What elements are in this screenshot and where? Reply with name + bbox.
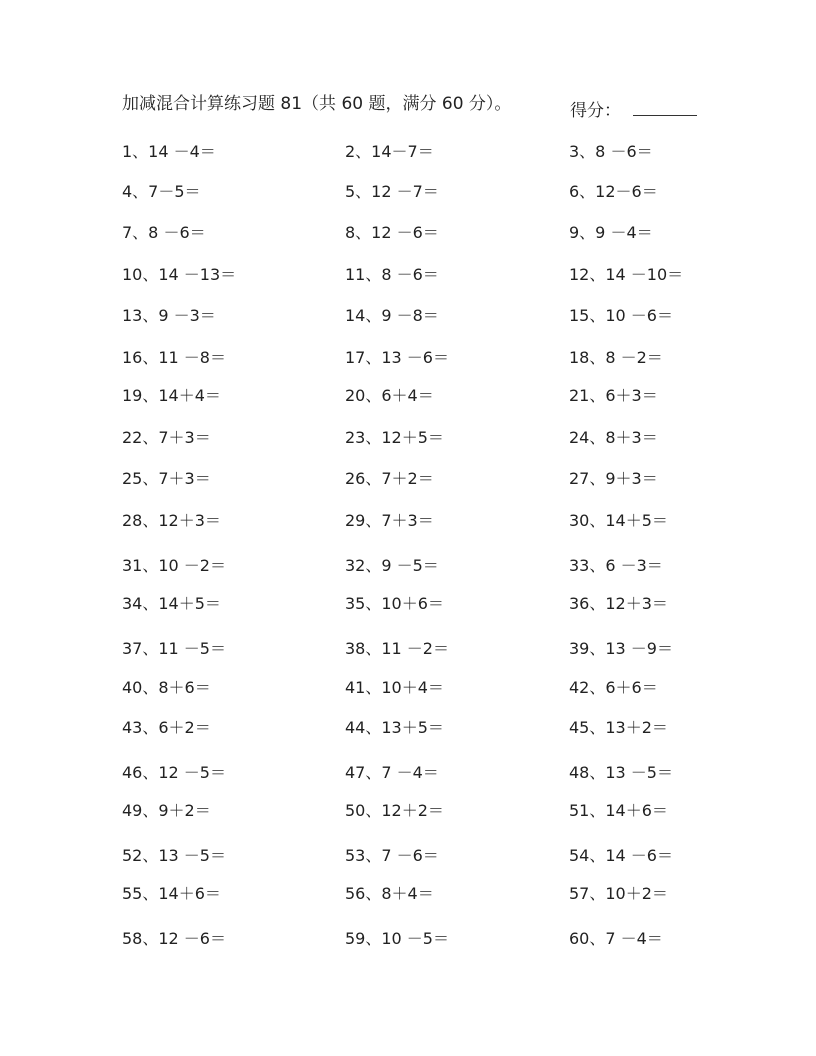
score-field bbox=[570, 96, 697, 121]
problem-item: 42、6＋6＝ bbox=[569, 678, 658, 697]
problem-item: 28、12＋3＝ bbox=[122, 511, 221, 530]
worksheet-title: 加减混合计算练习题 81（共 60 题，满分 60 分）。 bbox=[122, 94, 512, 114]
problem-item: 39、13 －9＝ bbox=[569, 639, 673, 658]
problem-item: 52、13 －5＝ bbox=[122, 846, 226, 865]
problem-item: 48、13 －5＝ bbox=[569, 763, 673, 782]
problem-item: 13、9 －3＝ bbox=[122, 306, 216, 325]
problem-item: 12、14 －10＝ bbox=[569, 265, 684, 284]
problem-item: 55、14＋6＝ bbox=[122, 884, 221, 903]
score-blank[interactable] bbox=[633, 101, 697, 116]
problem-item: 31、10 －2＝ bbox=[122, 556, 226, 575]
problem-item: 27、9＋3＝ bbox=[569, 469, 658, 488]
problem-item: 50、12＋2＝ bbox=[345, 801, 444, 820]
problem-item: 33、6 －3＝ bbox=[569, 556, 663, 575]
problem-item: 14、9 －8＝ bbox=[345, 306, 439, 325]
problem-item: 43、6＋2＝ bbox=[122, 718, 211, 737]
problem-item: 32、9 －5＝ bbox=[345, 556, 439, 575]
problem-item: 18、8 －2＝ bbox=[569, 348, 663, 367]
problem-item: 56、8＋4＝ bbox=[345, 884, 434, 903]
problem-item: 3、8 －6＝ bbox=[569, 142, 653, 161]
problem-item: 29、7＋3＝ bbox=[345, 511, 434, 530]
problem-item: 19、14＋4＝ bbox=[122, 386, 221, 405]
problem-item: 20、6＋4＝ bbox=[345, 386, 434, 405]
problem-item: 37、11 －5＝ bbox=[122, 639, 226, 658]
problem-item: 9、9 －4＝ bbox=[569, 223, 653, 242]
problem-item: 57、10＋2＝ bbox=[569, 884, 668, 903]
problem-item: 46、12 －5＝ bbox=[122, 763, 226, 782]
problem-item: 41、10＋4＝ bbox=[345, 678, 444, 697]
problem-item: 53、7 －6＝ bbox=[345, 846, 439, 865]
problem-item: 5、12 －7＝ bbox=[345, 182, 439, 201]
problem-item: 16、11 －8＝ bbox=[122, 348, 226, 367]
problem-item: 8、12 －6＝ bbox=[345, 223, 439, 242]
problem-item: 15、10 －6＝ bbox=[569, 306, 673, 325]
score-label: 得分： bbox=[570, 101, 621, 121]
problem-item: 2、14－7＝ bbox=[345, 142, 434, 161]
problem-item: 60、7 －4＝ bbox=[569, 929, 663, 948]
problem-item: 35、10＋6＝ bbox=[345, 594, 444, 613]
problem-item: 40、8＋6＝ bbox=[122, 678, 211, 697]
problem-item: 6、12－6＝ bbox=[569, 182, 658, 201]
problem-item: 7、8 －6＝ bbox=[122, 223, 206, 242]
problem-item: 44、13＋5＝ bbox=[345, 718, 444, 737]
problem-item: 38、11 －2＝ bbox=[345, 639, 449, 658]
problem-item: 1、14 －4＝ bbox=[122, 142, 216, 161]
problem-item: 54、14 －6＝ bbox=[569, 846, 673, 865]
problem-item: 51、14＋6＝ bbox=[569, 801, 668, 820]
problem-item: 4、7－5＝ bbox=[122, 182, 201, 201]
problem-item: 22、7＋3＝ bbox=[122, 428, 211, 447]
problem-item: 45、13＋2＝ bbox=[569, 718, 668, 737]
problem-item: 59、10 －5＝ bbox=[345, 929, 449, 948]
problem-item: 24、8＋3＝ bbox=[569, 428, 658, 447]
problem-item: 10、14 －13＝ bbox=[122, 265, 237, 284]
problem-item: 47、7 －4＝ bbox=[345, 763, 439, 782]
problem-item: 23、12＋5＝ bbox=[345, 428, 444, 447]
problem-item: 21、6＋3＝ bbox=[569, 386, 658, 405]
problem-item: 11、8 －6＝ bbox=[345, 265, 439, 284]
problem-item: 49、9＋2＝ bbox=[122, 801, 211, 820]
problem-item: 26、7＋2＝ bbox=[345, 469, 434, 488]
problem-item: 58、12 －6＝ bbox=[122, 929, 226, 948]
problem-item: 25、7＋3＝ bbox=[122, 469, 211, 488]
problem-item: 34、14＋5＝ bbox=[122, 594, 221, 613]
problem-item: 30、14＋5＝ bbox=[569, 511, 668, 530]
problem-item: 36、12＋3＝ bbox=[569, 594, 668, 613]
problem-item: 17、13 －6＝ bbox=[345, 348, 449, 367]
